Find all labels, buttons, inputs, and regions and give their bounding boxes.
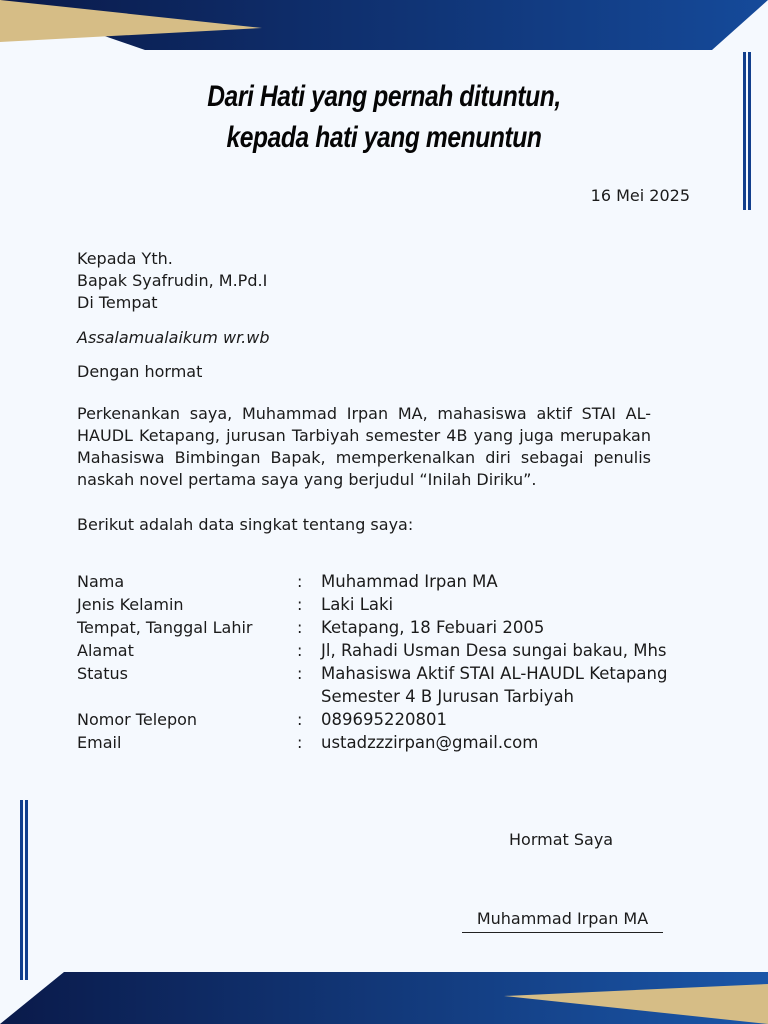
data-label: Alamat [77,641,134,660]
data-separator: : [297,710,303,729]
data-label: Status [77,664,128,683]
data-value: Muhammad Irpan MA [321,572,498,591]
signature-line [462,932,663,933]
data-label: Email [77,733,122,752]
data-intro: Berikut adalah data singkat tentang saya: [77,515,414,534]
data-value: Ketapang, 18 Febuari 2005 [321,618,545,637]
data-separator: : [297,595,303,614]
recipient-line-1: Kepada Yth. [77,249,173,268]
data-label: Nama [77,572,125,591]
recipient-line-2: Bapak Syafrudin, M.Pd.I [77,271,268,290]
intro-paragraph: Perkenankan saya, Muhammad Irpan MA, mahasiswa aktif STAI AL-HAUDL Ketapang, jurusan Tarbiyah semester 4B yang juga merupakan Mahasiswa Bimbingan Bapak, memperkenalkan diri sebagai penulis naskah novel pertama saya yang berjudul “Inilah Diriku”. [77,404,651,489]
closing: Hormat Saya [509,830,614,849]
bottom-corner-decoration [0,972,768,1024]
recipient-line-3: Di Tempat [77,293,158,312]
data-value: 089695220801 [321,710,447,729]
salutation: Dengan hormat [77,362,203,381]
letter-title-line-1: Dari Hati yang pernah dituntun, [207,80,561,113]
data-value: Jl, Rahadi Usman Desa sungai bakau, Mhs [321,641,667,660]
letter-title-line-2: kepada hati yang menuntun [226,121,542,154]
data-separator: : [297,641,303,660]
data-value: Semester 4 B Jurusan Tarbiyah [321,687,575,706]
right-vertical-lines [743,52,751,210]
left-vertical-lines [20,800,28,980]
data-separator: : [297,572,303,591]
data-separator: : [297,733,303,752]
data-value: Mahasiswa Aktif STAI AL-HAUDL Ketapang [321,664,668,683]
letter-date: 16 Mei 2025 [590,186,690,205]
data-separator: : [297,618,303,637]
data-value: Laki Laki [321,595,394,614]
top-corner-decoration [0,0,768,50]
data-value: ustadzzzirpan@gmail.com [321,733,539,752]
signature-name: Muhammad Irpan MA [476,909,649,928]
data-label: Jenis Kelamin [77,595,184,614]
data-separator: : [297,664,303,683]
data-label: Tempat, Tanggal Lahir [77,618,253,637]
greeting: Assalamualaikum wr.wb [77,328,270,347]
data-label: Nomor Telepon [77,710,198,729]
